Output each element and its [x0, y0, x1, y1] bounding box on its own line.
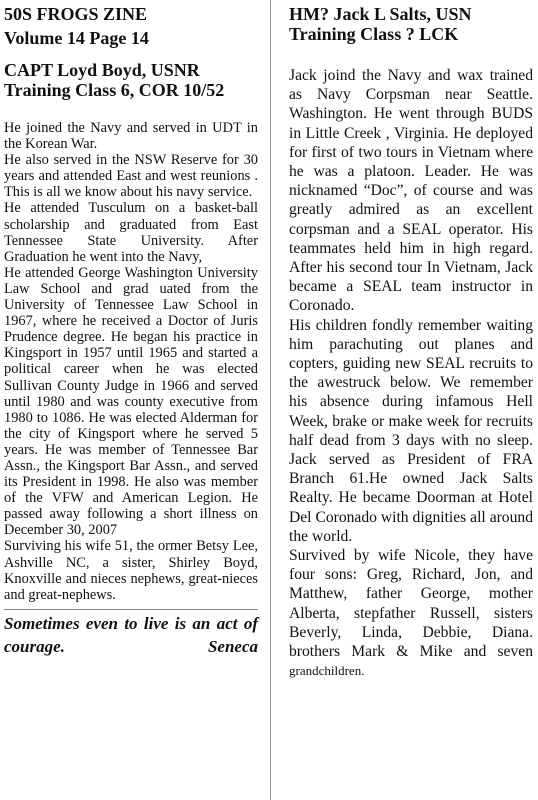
- column-divider: [270, 0, 271, 800]
- volume-page: Volume 14 Page 14: [4, 28, 149, 48]
- zine-title: 50S FROGS ZINE: [4, 4, 148, 24]
- paragraph: His children fondly remember waiting him parachuting out planes and copters, guiding new SEAL recruits to the awestruck below. We remember his absence during infamous Hell Week, brake or make week for recruits half dead from 3 days with no sleep. Jack served as President of FRA Branch 61.He owned Jack Salts Realty. He became Doorman at Hotel Del Coronado with dignities all around the world.: [289, 316, 533, 545]
- paragraph: He attended Tusculum on a basket-ball scholarship and graduated from East Tennessee State University. After Graduation he went into the Navy,: [4, 200, 258, 265]
- grandchildren-word: grandchildren.: [289, 663, 365, 679]
- paragraph: Surviving his wife 51, the ormer Betsy Lee, Ashville NC, a sister, Shirley Boyd, Knoxville and nieces nephews, great-nieces and great-nephews.: [4, 538, 258, 603]
- paragraph: Jack joind the Navy and wax trained as Navy Corpsman near Seattle. Washington. He went through BUDS in Little Creek , Virginia. He deployed for first of two tours in Vietnam where he was a platoon. Leader. He was nicknamed “Doc”, of course and was greatly admired as an excellent corpsman and a SEAL operator. His teammates held him in high regard. After his second tour In Vietnam, Jack became a SEAL team instructor in Coronado.: [289, 67, 533, 315]
- survivors-text: Survived by wife Nicole, they have four sons: Greg, Richard, Jon, and Matthew, father George, mother Alberta, stepfather Russell, sisters Beverly, Linda, Debbie, Diana. brothers Mark & Mike and seven: [289, 547, 533, 661]
- right-column: [289, 0, 533, 681]
- left-column: [4, 0, 258, 658]
- paragraph: [289, 546, 533, 680]
- paragraph: He joined the Navy and served in UDT in the Korean War.: [4, 120, 258, 153]
- quote-author: Seneca: [207, 636, 258, 656]
- quote-text: Sometimes even to live is an act of courage.: [4, 613, 258, 656]
- left-article-title: CAPT Loyd Boyd, USNR Training Class 6, COR 10/52: [4, 60, 225, 100]
- left-article-body: [4, 120, 258, 603]
- paragraph: He also served in the NSW Reserve for 30 years and attended East and west reunions . This is all we know about his navy service.: [4, 152, 258, 201]
- quote: [4, 609, 258, 658]
- right-article-body: [289, 66, 533, 681]
- right-article-title: HM? Jack L Salts, USN Training Class ? LCK: [289, 4, 472, 44]
- paragraph: He attended George Washington University Law School and grad uated from the University of Tennessee Law School in 1967, where he received a Doctor of Juris Prudence degree. He began his practice in Kingsport in 1957 until 1965 and started a political career when he was elected Sullivan County Judge in 1966 and served until 1980 and was county executive from 1980 to 1086. He was elected Alderman for the city of Kingsport where he served 5 years. He was member of Tennessee Bar Assn., the Kingsport Bar Assn., and served its President in 1998. He also was member of the VFW and American Legion. He passed away following a short illness on December 30, 2007: [4, 264, 258, 539]
